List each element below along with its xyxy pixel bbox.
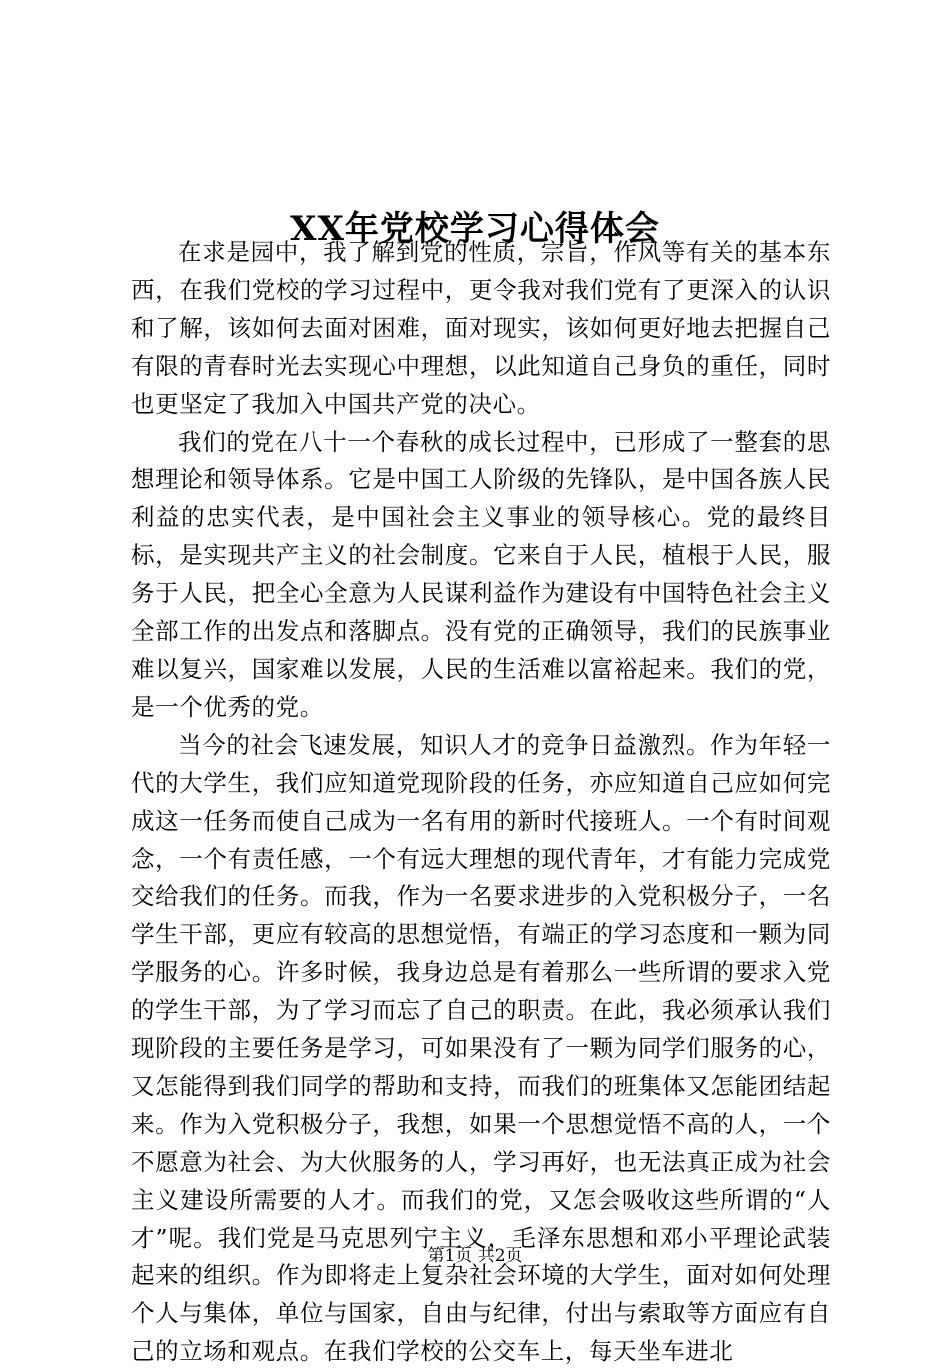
document-body [131,234,831,1371]
paragraph-3: 当今的社会飞速发展，知识人才的竞争日益激烈。作为年轻一代的大学生，我们应知道党现阶段的任务，亦应知道自己应如何完成这一任务而使自己成为一名有用的新时代接班人。一个有时间观念，一个有责任感，一个有远大理想的现代青年，才有能力完成党交给我们的任务。而我，作为一名要求进步的入党积极分子，一名学生干部，更应有较高的思想觉悟，有端正的学习态度和一颗为同学服务的心。许多时候，我身边总是有着那么一些所谓的要求入党的学生干部，为了学习而忘了自己的职责。在此，我必须承认我们现阶段的主要任务是学习，可如果没有了一颗为同学们服务的心，又怎能得到我们同学的帮助和支持，而我们的班集体又怎能团结起来。作为入党积极分子，我想，如果一个思想觉悟不高的人，一个不愿意为社会、为大伙服务的人，学习再好，也无法真正成为社会主义建设所需要的人才。而我们的党，又怎会吸收这些所谓的“人才”呢。我们党是马克思列宁主义，毛泽东思想和邓小平理论武装起来的组织。作为即将走上复杂社会环境的大学生，面对如何处理个人与集体，单位与国家，自由与纪律，付出与索取等方面应有自己的立场和观点。在我们学校的公交车上，每天坐车进北 [131,730,831,1366]
page-number-footer: 第1页 共2页 [427,1246,523,1266]
paragraph-2: 我们的党在八十一个春秋的成长过程中，已形成了一整套的思想理论和领导体系。它是中国工人阶级的先锋队，是中国各族人民利益的忠实代表，是中国社会主义事业的领导核心。党的最终目标，是实现共产主义的社会制度。它来自于人民，植根于人民，服务于人民，把全心全意为人民谋利益作为建设有中国特色社会主义全部工作的出发点和落脚点。没有党的正确领导，我们的民族事业难以复兴，国家难以发展，人民的生活难以富裕起来。我们的党，是一个优秀的党。 [131,427,831,721]
paragraph-1: 在求是园中，我了解到党的性质，宗旨，作风等有关的基本东西，在我们党校的学习过程中，更令我对我们党有了更深入的认识和了解，该如何去面对困难，面对现实，该如何更好地去把握自己有限的青春时光去实现心中理想，以此知道自己身负的重任，同时也更坚定了我加入中国共产党的决心。 [131,238,831,418]
document-title: XX年党校学习心得体会 [290,208,660,249]
